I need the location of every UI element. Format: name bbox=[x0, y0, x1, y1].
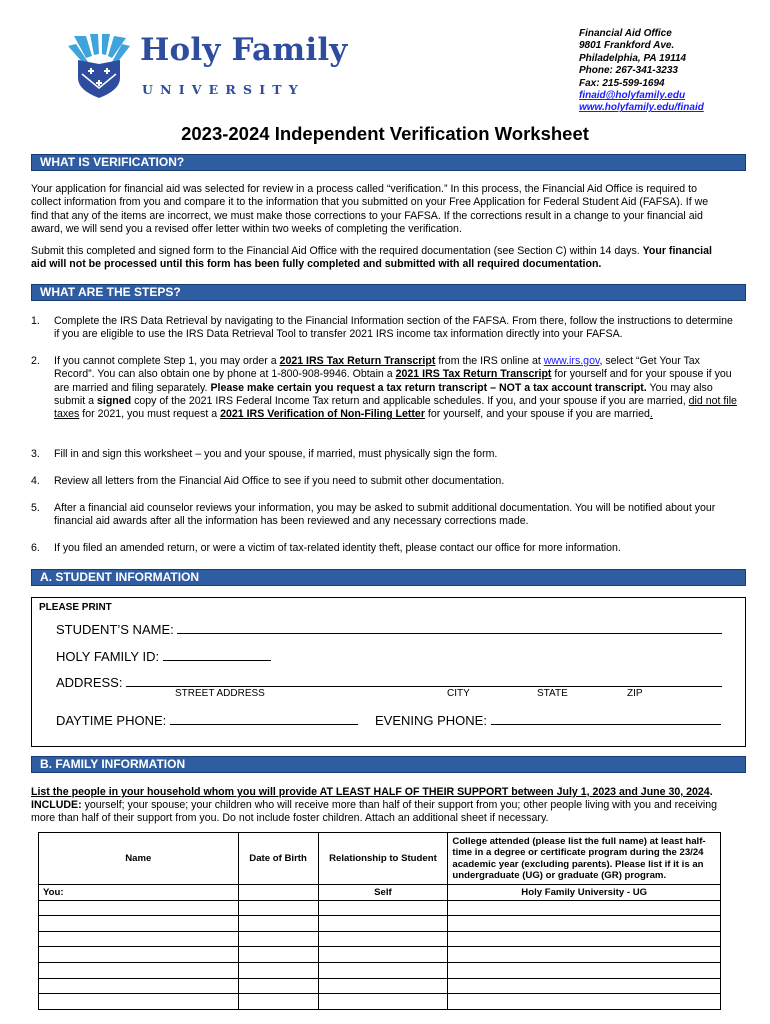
daytime-phone-label: DAYTIME PHONE: bbox=[56, 713, 167, 728]
street-address-sublabel: STREET ADDRESS bbox=[175, 688, 265, 699]
holy-family-id-line[interactable] bbox=[163, 649, 271, 661]
holy-family-id-field[interactable] bbox=[56, 649, 271, 664]
student-name-line[interactable] bbox=[177, 622, 722, 634]
daytime-phone-line[interactable] bbox=[170, 713, 358, 725]
table-cell[interactable] bbox=[448, 900, 721, 916]
step-number: 2. bbox=[31, 355, 40, 367]
section-heading-steps: WHAT ARE THE STEPS? bbox=[31, 284, 746, 301]
university-logo bbox=[66, 34, 356, 104]
step-number: 6. bbox=[31, 542, 40, 554]
contact-street: 9801 Frankford Ave. bbox=[579, 40, 675, 52]
document-title: 2023-2024 Independent Verification Worksheet bbox=[181, 123, 589, 144]
please-print-label: PLEASE PRINT bbox=[39, 602, 112, 613]
section-heading-verification: WHAT IS VERIFICATION? bbox=[31, 154, 746, 171]
contact-web-link[interactable]: www.holyfamily.edu/finaid bbox=[579, 102, 704, 114]
table-cell[interactable] bbox=[448, 916, 721, 932]
table-cell[interactable] bbox=[238, 994, 318, 1010]
table-cell[interactable]: Self bbox=[318, 885, 448, 901]
table-row bbox=[39, 994, 721, 1010]
verification-paragraph-1: Your application for financial aid was selected for review in a process called “verification.” In this process, the Financial Aid Office is required to collect information from you and compare it to the information that you submitted on your Free Application for Federal Student Aid (FAFSA). If we find that any of the items are incorrect, we must make those corrections to your FAFSA. If the corrections result in a change to your financial aid award, we will send you a revised offer letter within two weeks of completing the verification. bbox=[31, 183, 709, 235]
table-row bbox=[39, 947, 721, 963]
step-text: After a financial aid counselor reviews your information, you may be asked to submit additional documentation. You will be notified about your financial aid awards after all the information has been reviewed and any necessary corrections made. bbox=[54, 502, 716, 528]
table-cell[interactable] bbox=[318, 916, 448, 932]
table-cell[interactable]: You: bbox=[39, 885, 239, 901]
table-row bbox=[39, 978, 721, 994]
column-header-college: College attended (please list the full name) at least half-time in a degree or certificate program during the 23/24 academic year (excluding parents). Please list if it is an undergraduate (UG) or graduate (GR) program. bbox=[448, 833, 721, 885]
table-cell[interactable] bbox=[39, 931, 239, 947]
table-cell[interactable] bbox=[318, 962, 448, 978]
table-row bbox=[39, 931, 721, 947]
step-text: Review all letters from the Financial Aid Office to see if you need to submit other documentation. bbox=[54, 475, 505, 487]
table-cell[interactable]: Holy Family University - UG bbox=[448, 885, 721, 901]
table-cell[interactable] bbox=[318, 947, 448, 963]
transcript-ref: 2021 IRS Tax Return Transcript bbox=[279, 355, 436, 367]
address-field[interactable] bbox=[56, 675, 722, 690]
family-intro: List the people in your household whom you will provide AT LEAST HALF OF THEIR SUPPORT between July 1, 2023 and June 30, 2024. INCLUDE: yourself; your spouse; your children who will receive more than half of their support from you; other people living with you and receiving more than half of their support from you. Do not include foster children. Attach an additional sheet if necessary. bbox=[31, 786, 717, 824]
table-cell[interactable] bbox=[448, 962, 721, 978]
table-cell[interactable] bbox=[318, 900, 448, 916]
table-row bbox=[39, 916, 721, 932]
table-cell[interactable] bbox=[39, 978, 239, 994]
table-cell[interactable] bbox=[238, 978, 318, 994]
verification-p2-text: Submit this completed and signed form to the Financial Aid Office with the required documentation (see Section C) within 14 days. bbox=[31, 245, 640, 257]
table-cell[interactable] bbox=[238, 962, 318, 978]
family-table-header bbox=[39, 833, 721, 885]
column-header-name: Name bbox=[39, 833, 239, 885]
irs-link[interactable]: www.irs.gov bbox=[543, 355, 600, 367]
address-line[interactable] bbox=[126, 675, 722, 687]
table-cell[interactable] bbox=[39, 900, 239, 916]
table-row bbox=[39, 962, 721, 978]
step-number: 1. bbox=[31, 315, 40, 327]
table-row bbox=[39, 900, 721, 916]
table-cell[interactable] bbox=[448, 994, 721, 1010]
table-cell[interactable] bbox=[448, 947, 721, 963]
table-cell[interactable] bbox=[238, 947, 318, 963]
logo-subtitle: UNIVERSITY bbox=[142, 82, 305, 97]
table-cell[interactable] bbox=[448, 931, 721, 947]
table-cell[interactable] bbox=[39, 947, 239, 963]
section-heading-family: B. FAMILY INFORMATION bbox=[31, 756, 746, 773]
student-name-field[interactable] bbox=[56, 622, 722, 637]
table-cell[interactable] bbox=[448, 978, 721, 994]
daytime-phone-field[interactable] bbox=[56, 713, 358, 728]
column-header-dob: Date of Birth bbox=[238, 833, 318, 885]
state-sublabel: STATE bbox=[537, 688, 568, 699]
step-number: 3. bbox=[31, 448, 40, 460]
table-row bbox=[39, 885, 721, 901]
table-cell[interactable] bbox=[238, 916, 318, 932]
city-sublabel: CITY bbox=[447, 688, 470, 699]
table-cell[interactable] bbox=[238, 900, 318, 916]
verification-p2-bold: Your financial aid will not be processed until this form has been fully completed and submitted with all required documentation. bbox=[31, 245, 712, 271]
contact-city: Philadelphia, PA 19114 bbox=[579, 52, 687, 64]
table-cell[interactable] bbox=[39, 962, 239, 978]
contact-office: Financial Aid Office bbox=[579, 28, 672, 39]
table-cell[interactable] bbox=[318, 931, 448, 947]
zip-sublabel: ZIP bbox=[627, 688, 643, 699]
student-name-label: STUDENT’S NAME: bbox=[56, 622, 174, 637]
verification-paragraph-2 bbox=[31, 245, 721, 272]
step-number: 4. bbox=[31, 475, 40, 487]
transcript-ref: 2021 IRS Tax Return Transcript bbox=[395, 368, 552, 381]
address-label: ADDRESS: bbox=[56, 675, 123, 690]
step-number: 5. bbox=[31, 502, 40, 514]
contact-phone: Phone: 267-341-3233 bbox=[579, 65, 678, 77]
table-cell[interactable] bbox=[39, 916, 239, 932]
step-text: Complete the IRS Data Retrieval by navigating to the Financial Information section of the FAFSA. From there, follow the instructions to determine if you are eligible to use the IRS Data Retrieval Tool to transfer 2021 IRS income tax information directly into your FAFSA. bbox=[54, 315, 733, 341]
table-cell[interactable] bbox=[318, 978, 448, 994]
table-cell[interactable] bbox=[39, 994, 239, 1010]
non-filing-ref: 2021 IRS Verification of Non-Filing Letter bbox=[220, 408, 425, 421]
contact-block bbox=[579, 28, 704, 115]
step-text: Fill in and sign this worksheet – you and your spouse, if married, must physically sign the form. bbox=[54, 448, 498, 460]
contact-email-link[interactable]: finaid@holyfamily.edu bbox=[579, 90, 686, 102]
evening-phone-field[interactable] bbox=[375, 713, 721, 728]
contact-fax: Fax: 215-599-1694 bbox=[579, 77, 665, 89]
column-header-relationship: Relationship to Student bbox=[318, 833, 448, 885]
logo-name: Holy Family bbox=[140, 32, 348, 68]
evening-phone-line[interactable] bbox=[491, 713, 721, 725]
table-cell[interactable] bbox=[318, 994, 448, 1010]
evening-phone-label: EVENING PHONE: bbox=[375, 713, 487, 728]
holy-family-id-label: HOLY FAMILY ID: bbox=[56, 649, 160, 664]
university-crest-icon bbox=[66, 34, 132, 98]
section-heading-student: A. STUDENT INFORMATION bbox=[31, 569, 746, 586]
step-text: If you filed an amended return, or were a victim of tax-related identity theft, please contact our office for more information. bbox=[54, 542, 621, 554]
table-cell[interactable] bbox=[238, 931, 318, 947]
family-table bbox=[38, 832, 721, 1010]
step-text: If you cannot complete Step 1, you may order a 2021 IRS Tax Return Transcript from the IRS online at www.irs.gov, select “Get Your Tax Record”. You can also obtain one by phone at 1-800-908-9946. Obtain a 2021 IRS Tax Return Transcript for yourself and for your spouse if you are married and filing separately. Please make certain you request a tax return transcript – NOT a tax account transcript. You may also submit a signed copy of the 2021 IRS Federal Income Tax return and applicable schedules. If you, and your spouse if you are married, did not file taxes for 2021, you must request a 2021 IRS Verification of Non-Filing Letter for yourself, and your spouse if you are married. bbox=[54, 355, 737, 421]
table-cell[interactable] bbox=[238, 885, 318, 901]
